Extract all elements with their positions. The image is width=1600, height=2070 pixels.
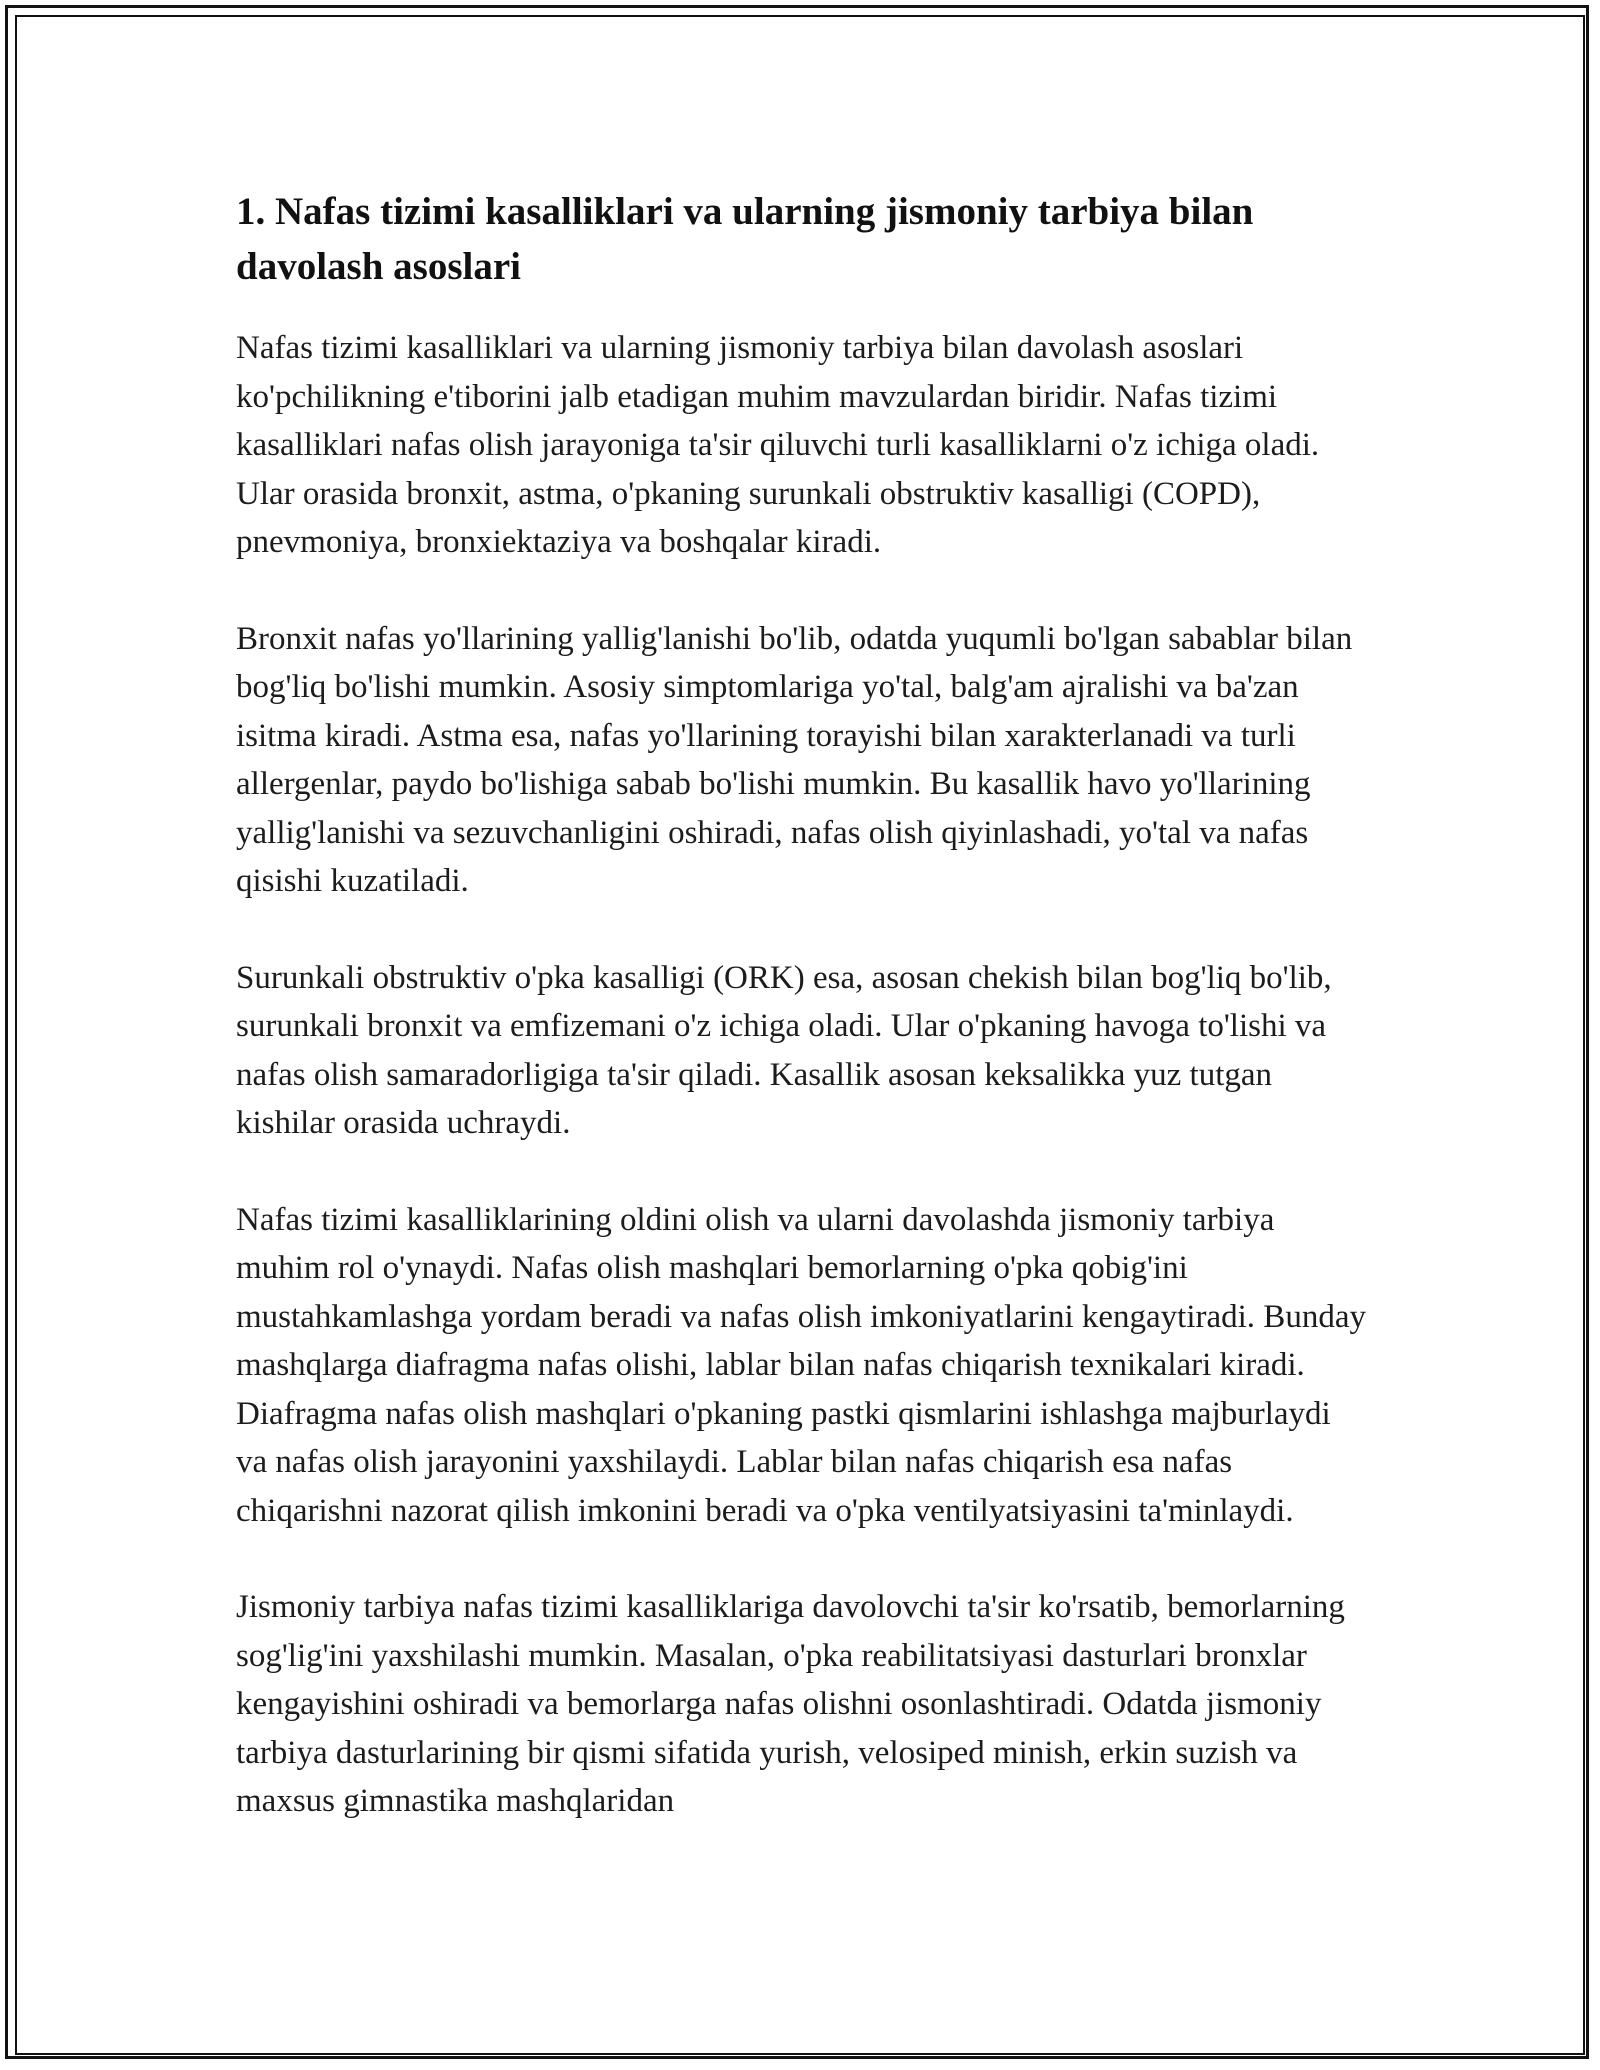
document-body (236, 184, 1366, 1874)
paragraph-1: Nafas tizimi kasalliklari va ularning jismoniy tarbiya bilan davolash asoslari ko'pchilikning e'tiborini jalb etadigan muhim mavzulardan biridir. Nafas tizimi kasalliklari nafas olish jarayoniga ta'sir qiluvchi turli kasalliklarni o'z ichiga oladi. Ular orasida bronxit, astma, o'pkaning surunkali obstruktiv kasalligi (COPD), pnevmoniya, bronxiektaziya va boshqalar kiradi. (236, 330, 1320, 560)
paragraph-2: Bronxit nafas yo'llarining yallig'lanishi bo'lib, odatda yuqumli bo'lgan sabablar bilan bog'liq bo'lishi mumkin. Asosiy simptomlariga yo'tal, balg'am ajralishi va ba'zan isitma kiradi. Astma esa, nafas yo'llarining torayishi bilan xarakterlanadi va turli allergenlar, paydo bo'lishiga sabab bo'lishi mumkin. Bu kasallik havo yo'llarining yallig'lanishi va sezuvchanligini oshiradi, nafas olish qiyinlashadi, yo'tal va nafas qisishi kuzatiladi. (236, 620, 1353, 899)
paragraph-3: Surunkali obstruktiv o'pka kasalligi (ORK) esa, asosan chekish bilan bog'liq bo'lib, surunkali bronxit va emfizemani o'z ichiga oladi. Ular o'pkaning havoga to'lishi va nafas olish samaradorligiga ta'sir qiladi. Kasallik asosan keksalikka yuz tutgan kishilar orasida uchraydi. (236, 959, 1332, 1141)
paragraph-4: Nafas tizimi kasalliklarining oldini olish va ularni davolashda jismoniy tarbiya muhim rol o'ynaydi. Nafas olish mashqlari bemorlarning o'pka qobig'ini mustahkamlashga yordam beradi va nafas olish imkoniyatlarini kengaytiradi. Bunday mashqlarga diafragma nafas olishi, lablar bilan nafas chiqarish texnikalari kiradi. Diafragma nafas olish mashqlari o'pkaning pastki qismlarini ishlashga majburlaydi va nafas olish jarayonini yaxshilaydi. Lablar bilan nafas chiqarish esa nafas chiqarishni nazorat qilish imkonini beradi va o'pka ventilyatsiyasini ta'minlaydi. (236, 1201, 1366, 1529)
document-title: 1. Nafas tizimi kasalliklari va ularning jismoniy tarbiya bilan davolash asoslari (236, 190, 1254, 288)
paragraph-5: Jismoniy tarbiya nafas tizimi kasalliklariga davolovchi ta'sir ko'rsatib, bemorlarning sog'lig'ini yaxshilashi mumkin. Masalan, o'pka reabilitatsiyasi dasturlari bronxlar kengayishini oshiradi va bemorlarga nafas olishni osonlashtiradi. Odatda jismoniy tarbiya dasturlarining bir qismi sifatida yurish, velosiped minish, erkin suzish va maxsus gimnastika mashqlaridan (236, 1589, 1345, 1819)
